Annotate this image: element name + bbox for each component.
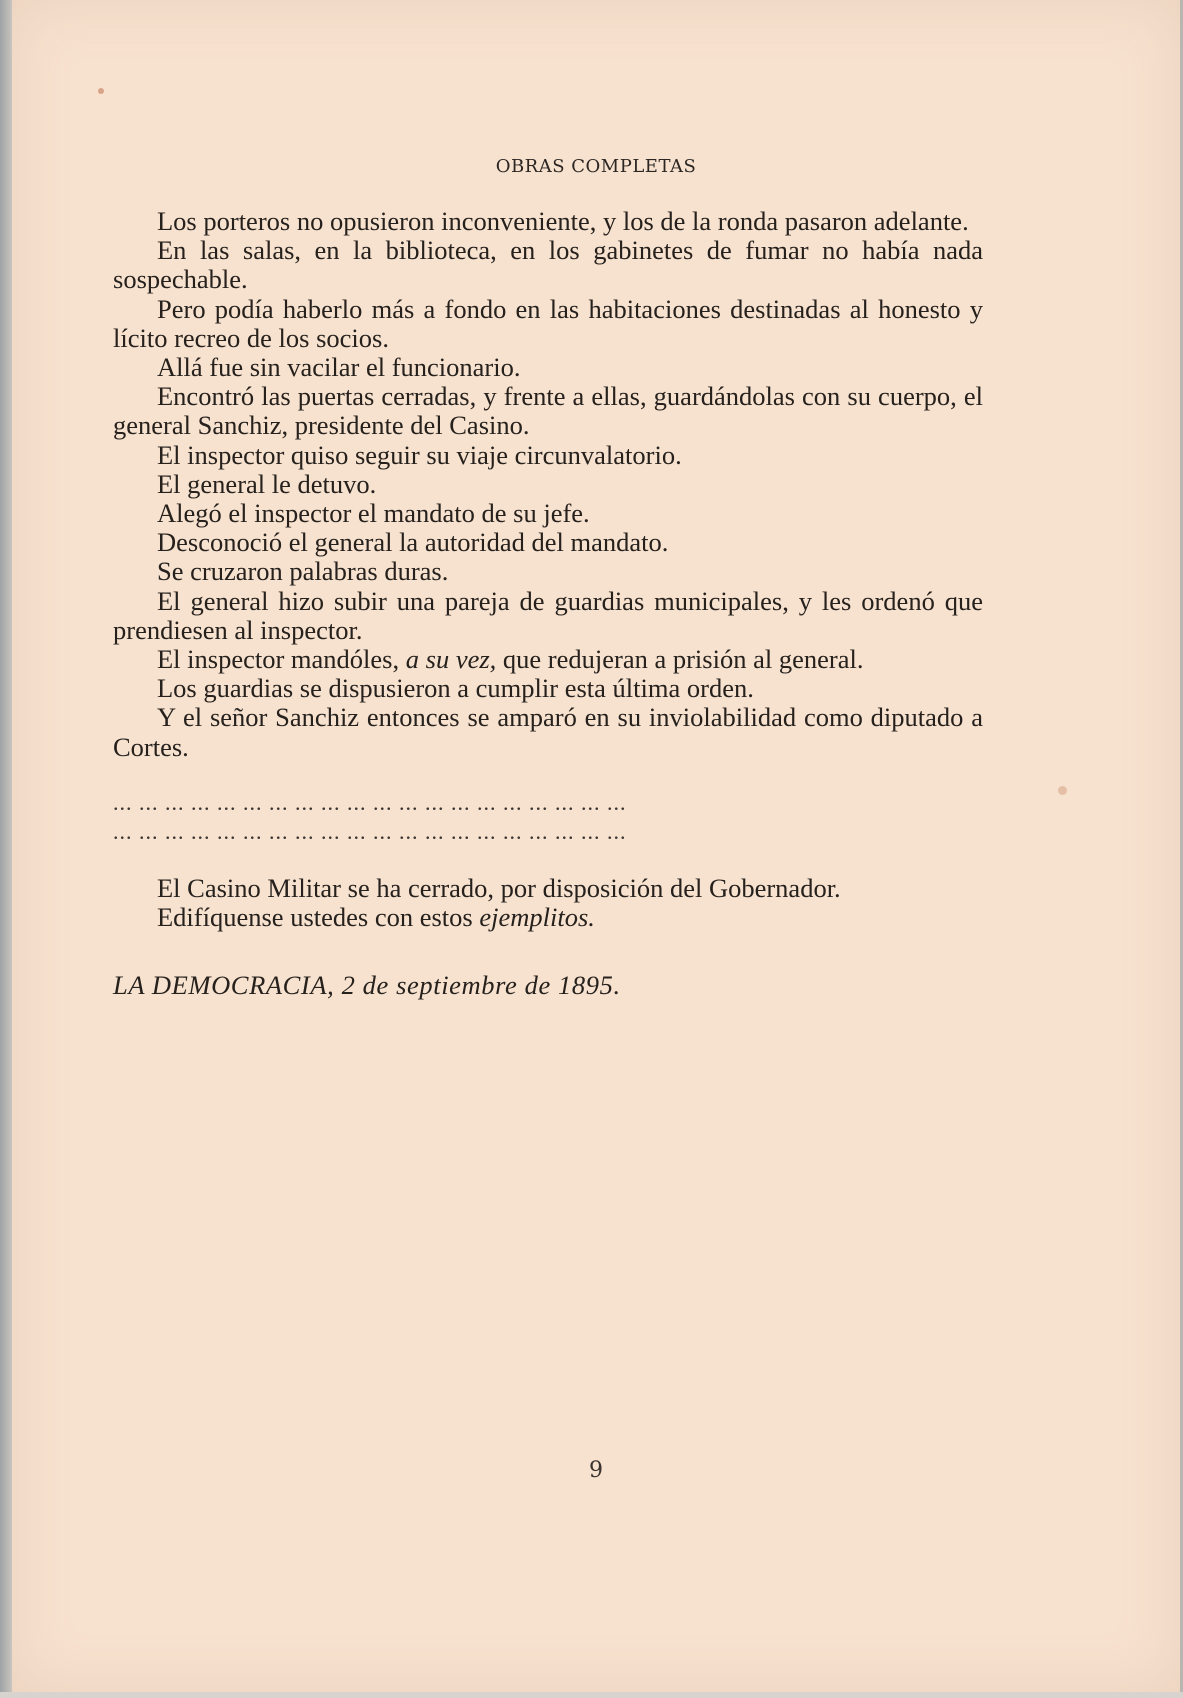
paragraph-text: Y el señor Sanchiz entonces se amparó en su inviolabilidad como diputado a Cortes. — [113, 702, 983, 762]
paragraph-text: El inspector quiso seguir su viaje circunvalatorio. — [157, 439, 682, 470]
ellipsis-line: ... ... ... ... ... ... ... ... ... ... ... ... ... ... ... ... ... ... ... ... — [113, 819, 627, 845]
paragraph-text: El Casino Militar se ha cerrado, por disposición del Gobernador. — [157, 873, 841, 904]
italic-text: a su vez, — [405, 644, 497, 675]
paragraph — [113, 528, 983, 557]
paragraph — [113, 703, 983, 761]
paragraph-text: que redujeran a prisión al general. — [496, 644, 864, 675]
source-signature: LA DEMOCRACIA, 2 de septiembre de 1895. — [113, 969, 621, 1000]
page-number: 9 — [589, 1458, 603, 1483]
paragraph-text: Pero podía haberlo más a fondo en las habitaciones destinadas al honesto y lícito recreo de los socios. — [113, 293, 983, 353]
paragraph — [113, 499, 983, 528]
paragraph — [113, 207, 983, 236]
paragraph — [113, 295, 983, 353]
paragraph — [113, 674, 983, 703]
paragraph-text: Encontró las puertas cerradas, y frente a ellas, guardándolas con su cuerpo, el general Sanchiz, presidente del Casino. — [113, 381, 983, 441]
paragraph-text: Los guardias se dispusieron a cumplir esta última orden. — [157, 673, 754, 704]
paragraph-text: El general le detuvo. — [157, 468, 377, 499]
italic-text: ejemplitos. — [479, 902, 595, 933]
paragraph — [113, 382, 983, 440]
book-page — [12, 0, 1180, 1692]
paragraph — [113, 557, 983, 586]
ellipsis-line: ... ... ... ... ... ... ... ... ... ... ... ... ... ... ... ... ... ... ... ... — [113, 789, 627, 815]
paragraph — [113, 645, 983, 674]
paper-speck — [98, 88, 104, 94]
paragraph — [113, 353, 983, 382]
running-title: OBRAS COMPLETAS — [495, 156, 697, 177]
scan-edge-left — [0, 0, 12, 1698]
article-body — [113, 207, 983, 1000]
paragraph-text: Alegó el inspector el mandato de su jefe. — [157, 498, 590, 529]
paragraph — [113, 470, 983, 499]
paragraph-text: Allá fue sin vacilar el funcionario. — [157, 352, 521, 383]
scan-edge-bottom — [0, 1692, 1183, 1698]
paper-speck — [1058, 786, 1067, 795]
closing-paragraph-list — [113, 874, 983, 932]
paragraph-list — [113, 207, 983, 762]
paragraph-text: En las salas, en la biblioteca, en los gabinetes de fumar no había nada sospechable. — [113, 235, 983, 295]
section-gap — [113, 933, 983, 971]
paragraph — [113, 587, 983, 645]
section-gap — [113, 762, 983, 788]
section-gap — [113, 846, 983, 874]
paragraph — [113, 441, 983, 470]
paragraph — [113, 874, 983, 903]
paragraph-text: Los porteros no opusieron inconveniente, y los de la ronda pasaron adelante. — [157, 206, 969, 236]
paragraph — [113, 236, 983, 294]
paragraph-text: El inspector mandóles, — [157, 644, 406, 675]
paragraph-text: Desconoció el general la autoridad del mandato. — [157, 527, 669, 558]
paragraph-text: Edifíquense ustedes con estos — [157, 902, 480, 933]
paragraph-text: Se cruzaron palabras duras. — [157, 556, 449, 587]
paragraph-text: El general hizo subir una pareja de guardias municipales, y les ordenó que prendiesen al inspector. — [113, 585, 983, 645]
paragraph — [113, 903, 983, 932]
